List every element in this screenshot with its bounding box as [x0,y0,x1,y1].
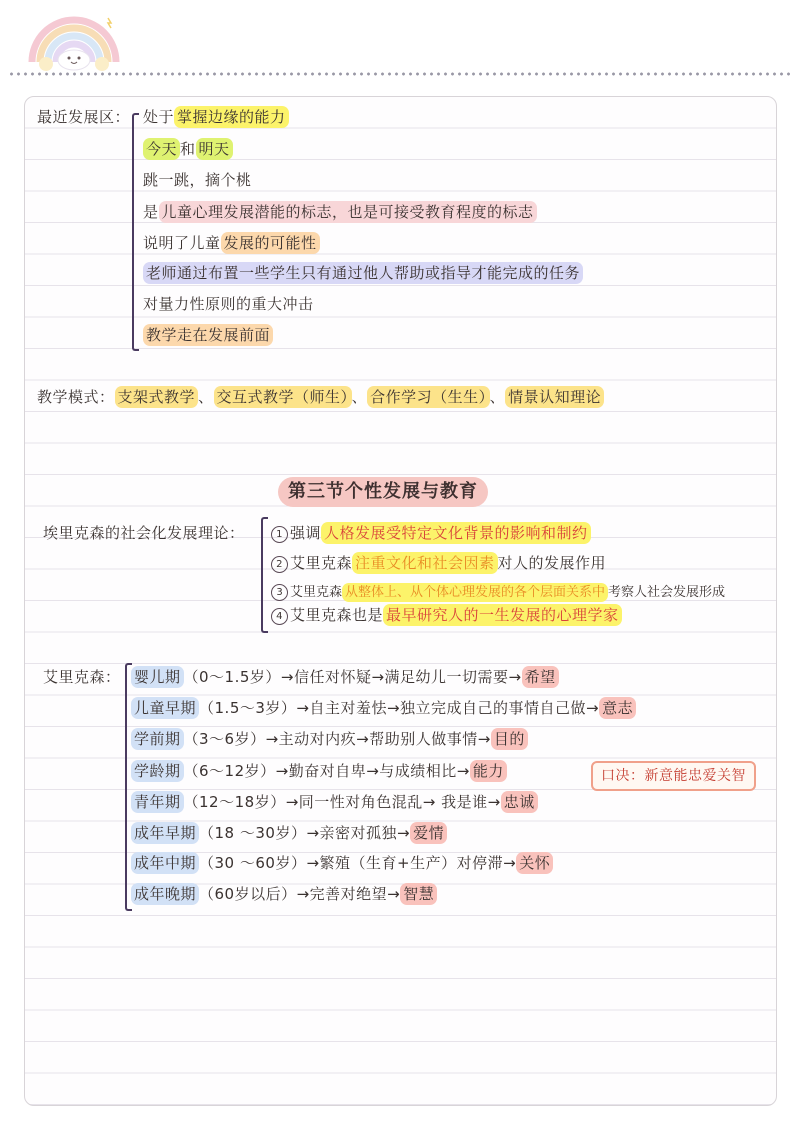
theory-point-4: 4 艾里克森也是 最早研究人的一生发展的心理学家 [271,605,622,625]
zpd-line-7: 对量力性原则的重大冲击 [143,295,314,313]
theory-point-3: 3 艾里克森 从整体上、从个体心理发展的各个层面关系中 考察人社会发展形成 [271,583,725,603]
stage-row: 学前期 （3～6岁）→主动对内疚→帮助别人做事情→ 目的 [131,729,528,749]
stage-row: 儿童早期 （1.5～3岁）→自主对羞怯→独立完成自己的事情自己做→ 意志 [131,698,636,718]
stage-row: 青年期 （12～18岁）→同一性对角色混乱→ 我是谁→ 忠诚 [131,792,538,812]
zpd-line-2: 今天 和 明天 [143,139,233,159]
stage-row: 成年中期 （30 ～60岁）→繁殖（生育+生产）对停滞→ 关怀 [131,853,553,873]
zpd-line-6: 老师通过布置一些学生只有通过他人帮助或指导才能完成的任务 [143,263,583,283]
zpd-line-8: 教学走在发展前面 [143,325,273,345]
zpd-label: 最近发展区： [37,108,131,126]
theory-point-1: 1 强调 人格发展受特定文化背景的影响和制约 [271,523,591,543]
zpd-bracket [132,113,139,351]
theory-point-2: 2 艾里克森 注重文化和社会因素 对人的发展作用 [271,553,606,573]
stage-row: 婴儿期 （0～1.5岁）→信任对怀疑→满足幼儿一切需要→ 希望 [131,667,559,687]
notebook-page [24,96,777,1106]
stage-row: 学龄期 （6～12岁）→勤奋对自卑→与成绩相比→ 能力 [131,761,507,781]
erikson-theory-label: 埃里克森的社会化发展理论： [43,524,245,542]
zpd-line-3: 跳一跳，摘个桃 [143,171,252,189]
stage-row: 成年早期 （18 ～30岁）→亲密对孤独→ 爱情 [131,823,447,843]
zpd-line-1: 处于 掌握边缘的能力 [143,107,289,127]
erikson-theory-bracket [261,517,268,633]
zpd-line-4: 是 儿童心理发展潜能的标志，也是可接受教育程度的标志 [143,202,537,222]
zpd-line-5: 说明了儿童 发展的可能性 [143,233,320,253]
mnemonic-box: 口决：新意能忠爱关智 [591,761,756,791]
section-title: 第三节个性发展与教育 [278,477,488,507]
erikson-stages-label: 艾里克森： [43,668,121,686]
teaching-modes: 教学模式： 支架式教学 、 交互式教学（师生） 、 合作学习（生生） 、 情景认知理论 [37,387,604,407]
dotted-divider [8,72,792,76]
stage-row: 成年晚期 （60岁以后）→完善对绝望→ 智慧 [131,884,437,904]
rainbow-logo-icon [24,8,124,72]
